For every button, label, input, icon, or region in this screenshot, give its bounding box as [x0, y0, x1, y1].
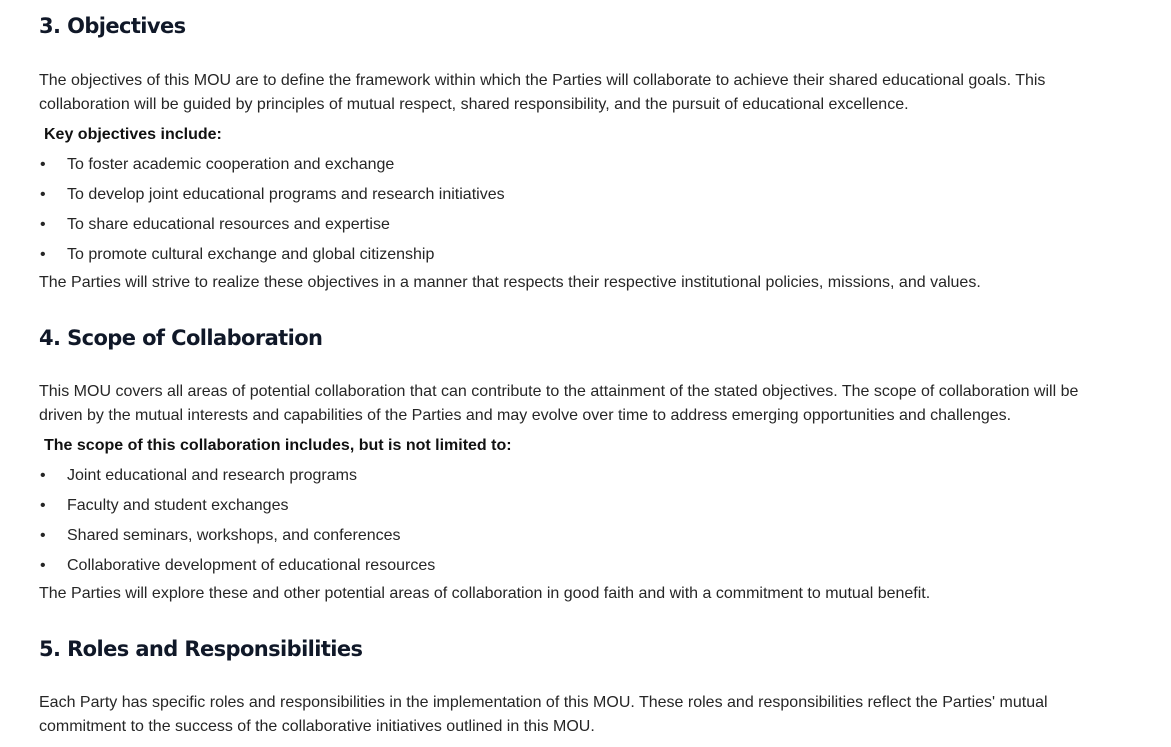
list-item: • To share educational resources and expertise: [39, 210, 1167, 240]
intro-line-2: commitment to the success of the collaborative initiatives outlined in this MOU.: [39, 718, 595, 735]
bullet-icon: •: [40, 186, 46, 203]
section-objectives: [39, 12, 1167, 295]
list-item: • Collaborative development of educational resources: [39, 551, 1167, 581]
closing-paragraph: The Parties will strive to realize these objectives in a manner that respects their respective institutional policies, missions, and values.: [39, 274, 981, 291]
section-title: 3. Objectives: [39, 14, 186, 38]
intro-line-2: driven by the mutual interests and capabilities of the Parties and may evolve over time to address emerging opportunities and challenges.: [39, 407, 1012, 424]
bullet-icon: •: [40, 497, 46, 514]
bullet-icon: •: [40, 246, 46, 263]
bullet-icon: •: [40, 557, 46, 574]
list-item: • Joint educational and research programs: [39, 461, 1167, 491]
section-title: 4. Scope of Collaboration: [39, 326, 323, 350]
bullet-list: [39, 150, 1167, 270]
list-item: • To foster academic cooperation and exchange: [39, 150, 1167, 180]
list-label: Key objectives include:: [44, 126, 222, 143]
list-item: • To develop joint educational programs and research initiatives: [39, 180, 1167, 210]
intro-line-2: collaboration will be guided by principles of mutual respect, shared responsibility, and the pursuit of educational excellence.: [39, 96, 909, 113]
bullet-icon: •: [40, 156, 46, 173]
section-scope: [39, 324, 1167, 606]
bullet-icon: •: [40, 216, 46, 233]
list-label: The scope of this collaboration includes, but is not limited to:: [44, 437, 512, 454]
bullet-icon: •: [40, 467, 46, 484]
intro-line-1: Each Party has specific roles and responsibilities in the implementation of this MOU. These roles and responsibilities reflect the Parties' mutual: [39, 694, 1048, 711]
section-title: 5. Roles and Responsibilities: [39, 637, 363, 661]
list-item: • Faculty and student exchanges: [39, 491, 1167, 521]
bullet-list: [39, 461, 1167, 581]
section-roles: [39, 635, 1167, 739]
intro-line-1: This MOU covers all areas of potential collaboration that can contribute to the attainment of the stated objectives. The scope of collaboration will be: [39, 383, 1079, 400]
list-item: • Shared seminars, workshops, and conferences: [39, 521, 1167, 551]
intro-line-1: The objectives of this MOU are to define the framework within which the Parties will collaborate to achieve their shared educational goals. This: [39, 72, 1046, 89]
bullet-icon: •: [40, 527, 46, 544]
closing-paragraph: The Parties will explore these and other potential areas of collaboration in good faith and with a commitment to mutual benefit.: [39, 585, 931, 602]
list-item: • To promote cultural exchange and global citizenship: [39, 240, 1167, 270]
